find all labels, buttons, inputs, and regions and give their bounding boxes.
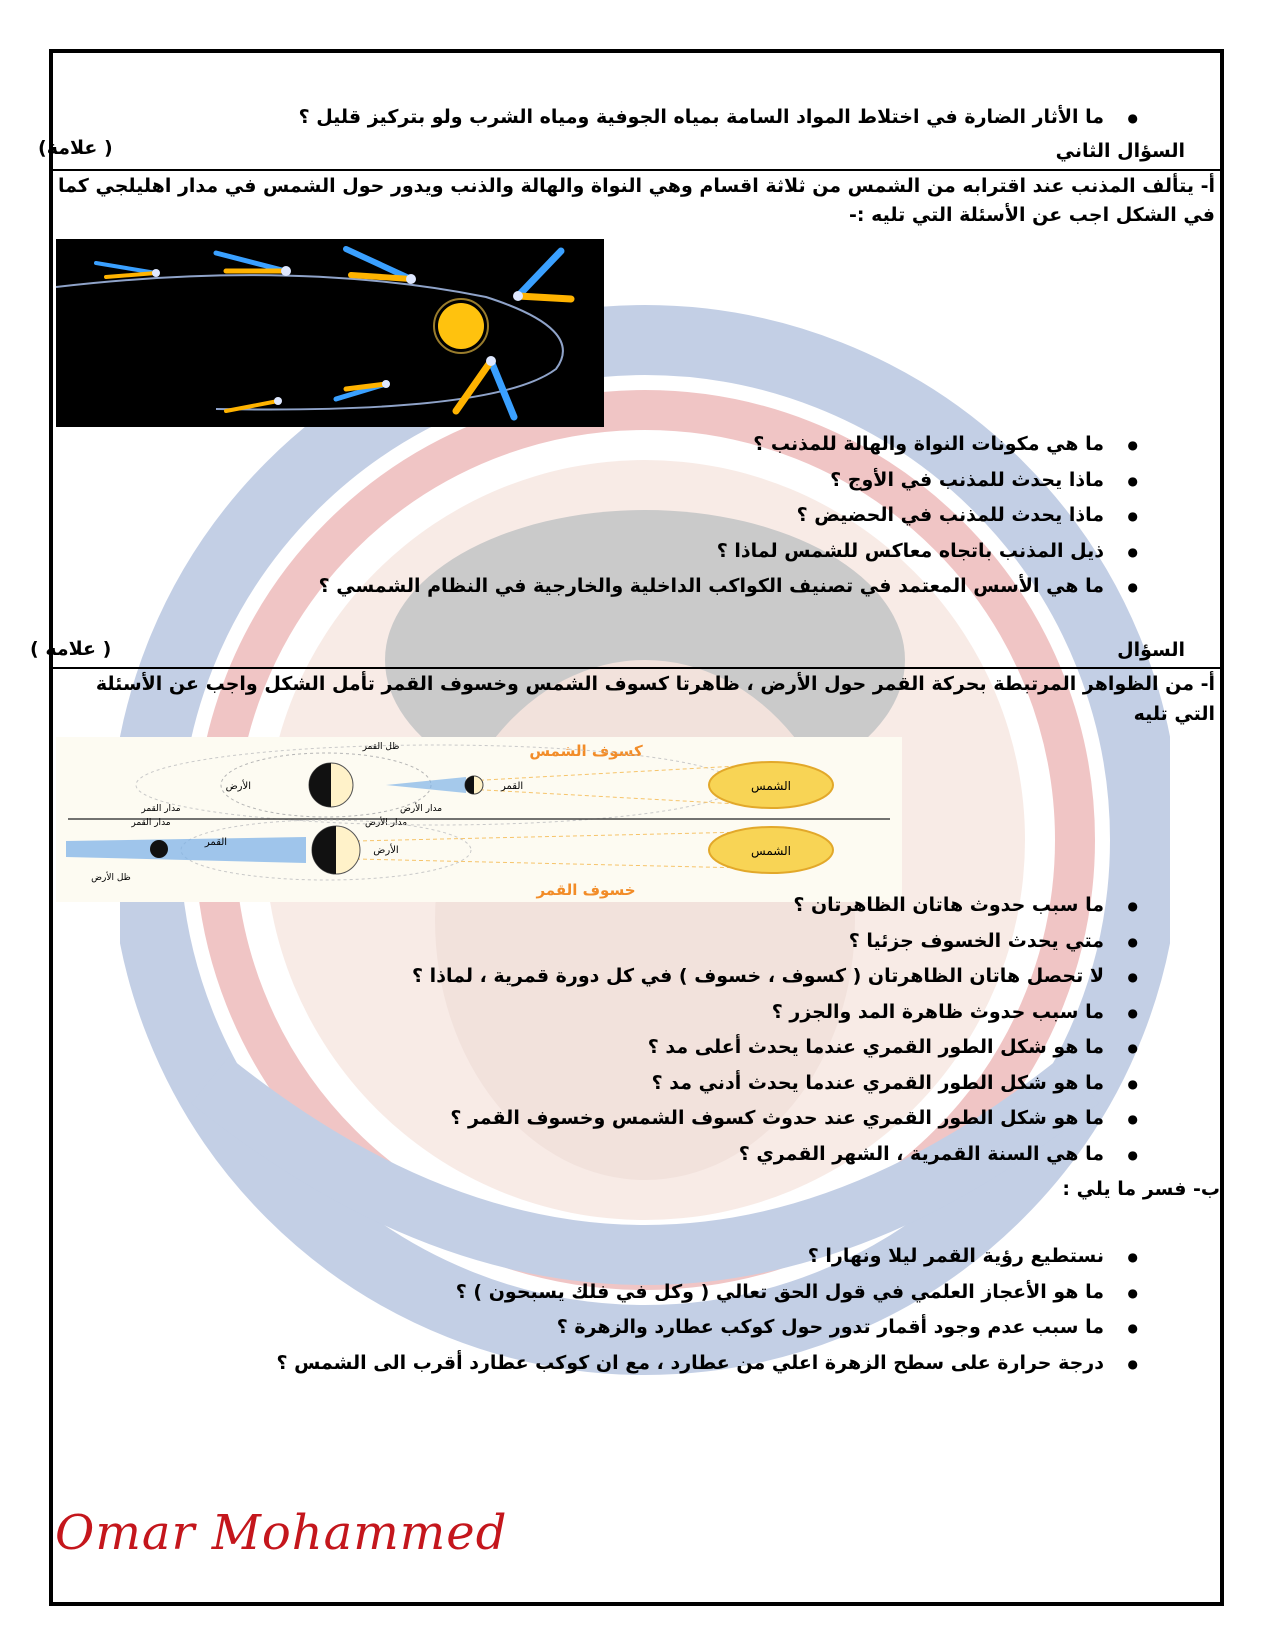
earth-label: الأرض — [373, 845, 399, 856]
list-item: ● درجة حرارة على سطح الزهرة اعلي من عطارد ، مع ان كوكب عطارد أقرب الى الشمس ؟ — [276, 1346, 1146, 1382]
comet-orbit-figure — [56, 239, 604, 427]
comet-orbit-diagram — [56, 239, 604, 427]
list-item: ● متي يحدث الخسوف جزئيا ؟ — [412, 924, 1146, 960]
sun-icon — [438, 303, 484, 349]
q3-part-a-line2: التي تليه — [1133, 703, 1215, 725]
q3-title: السؤال — [1117, 639, 1185, 661]
q2-part-a-line1: أ- يتألف المذنب عند اقترابه من الشمس من ثلاثة اقسام وهي النواة والهالة والذنب ويدور حول الشمس في مدار اهليلجي كما — [57, 175, 1215, 197]
earth-icon — [312, 826, 336, 874]
earth-orbit-label: مدار الأرض — [364, 818, 408, 828]
q3-part-a-line1: أ- من الظواهر المرتبطة بحركة القمر حول الأرض ، ظاهرتا كسوف الشمس وخسوف القمر تأمل الشكل واجب عن الأسئلة — [95, 673, 1215, 695]
list-item: ● ما هي مكونات النواة والهالة للمذنب ؟ — [319, 427, 1146, 463]
moon-orbit-label: مدار القمر — [131, 818, 171, 828]
lunar-eclipse-label: خسوف القمر — [536, 881, 636, 899]
list-item: ● ما هي الأسس المعتمد في تصنيف الكواكب الداخلية والخارجية في النظام الشمسي ؟ — [319, 569, 1146, 605]
comet-icon — [486, 356, 496, 366]
earth-shadow-label: ظل الأرض — [91, 873, 131, 883]
list-item: ● ما هو شكل الطور القمري عند حدوث كسوف الشمس وخسوف القمر ؟ — [412, 1101, 1146, 1137]
comet-icon — [406, 274, 416, 284]
list-item: ● ما سبب عدم وجود أقمار تدور حول كوكب عطارد والزهرة ؟ — [276, 1310, 1146, 1346]
moon-label: القمر — [501, 781, 524, 792]
earth-icon — [309, 763, 331, 807]
list-item: ● ما سبب حدوث هاتان الظاهرتان ؟ — [412, 888, 1146, 924]
q2-part-a-line2: في الشكل اجب عن الأسئلة التي تليه :- — [848, 204, 1215, 226]
q2-divider — [52, 169, 1223, 171]
list-item: ● نستطيع رؤية القمر ليلا ونهارا ؟ — [276, 1239, 1146, 1275]
list-item: ● لا تحصل هاتان الظاهرتان ( كسوف ، خسوف ) في كل دورة قمرية ، لماذا ؟ — [412, 959, 1146, 995]
eclipse-diagram — [56, 737, 902, 902]
moon-label: القمر — [204, 837, 228, 848]
q2-title: السؤال الثاني — [1055, 140, 1185, 162]
q2-marks: (علامة ) — [38, 137, 113, 159]
list-item: ● ما هو الأعجاز العلمي في قول الحق تعالي ( وكل في فلك يسبحون ) ؟ — [276, 1275, 1146, 1311]
sun-label: الشمس — [751, 779, 791, 793]
q2-bullet-list — [319, 427, 1146, 605]
q3-bullet-list — [412, 888, 1146, 1172]
earth-label: الأرض — [225, 781, 251, 792]
list-item: ● ماذا يحدث للمذنب في الحضيض ؟ — [319, 498, 1146, 534]
eclipse-figure — [56, 737, 902, 902]
comet-icon — [274, 397, 282, 405]
solar-eclipse-label: كسوف الشمس — [529, 742, 643, 760]
comet-icon — [152, 269, 160, 277]
list-item: ● ما هو شكل الطور القمري عندما يحدث أدني مد ؟ — [412, 1066, 1146, 1102]
q3-part-b: ب- فسر ما يلي : — [1062, 1178, 1220, 1200]
moon-orbit-label: مدار القمر — [141, 804, 181, 814]
comet-icon — [513, 291, 523, 301]
moon-icon — [150, 840, 168, 858]
sun-label: الشمس — [751, 844, 791, 858]
list-item: ● ما سبب حدوث ظاهرة المد والجزر ؟ — [412, 995, 1146, 1031]
earth-orbit-label: مدار الأرض — [399, 804, 443, 814]
comet-icon — [382, 380, 390, 388]
list-item: ● ذيل المذنب باتجاه معاكس للشمس لماذا ؟ — [319, 534, 1146, 570]
q1-bullet: ● ما الأثار الضارة في اختلاط المواد السامة بمياه الجوفية ومياه الشرب ولو بتركيز قليل ؟ — [299, 100, 1146, 136]
q3-divider — [52, 667, 1223, 669]
q3-marks: ( علامة ) — [30, 638, 112, 660]
list-item: ● ماذا يحدث للمذنب في الأوج ؟ — [319, 463, 1146, 499]
list-item: ● ما هي السنة القمرية ، الشهر القمري ؟ — [412, 1137, 1146, 1173]
q3-part-b-bullet-list — [276, 1239, 1146, 1381]
comet-icon — [281, 266, 291, 276]
q1-bullet-list — [299, 100, 1146, 136]
moon-shadow-label: ظل القمر — [362, 742, 400, 752]
list-item: ● ما هو شكل الطور القمري عندما يحدث أعلى مد ؟ — [412, 1030, 1146, 1066]
author-signature: Omar Mohammed — [55, 1505, 508, 1561]
moon-icon — [465, 776, 474, 794]
